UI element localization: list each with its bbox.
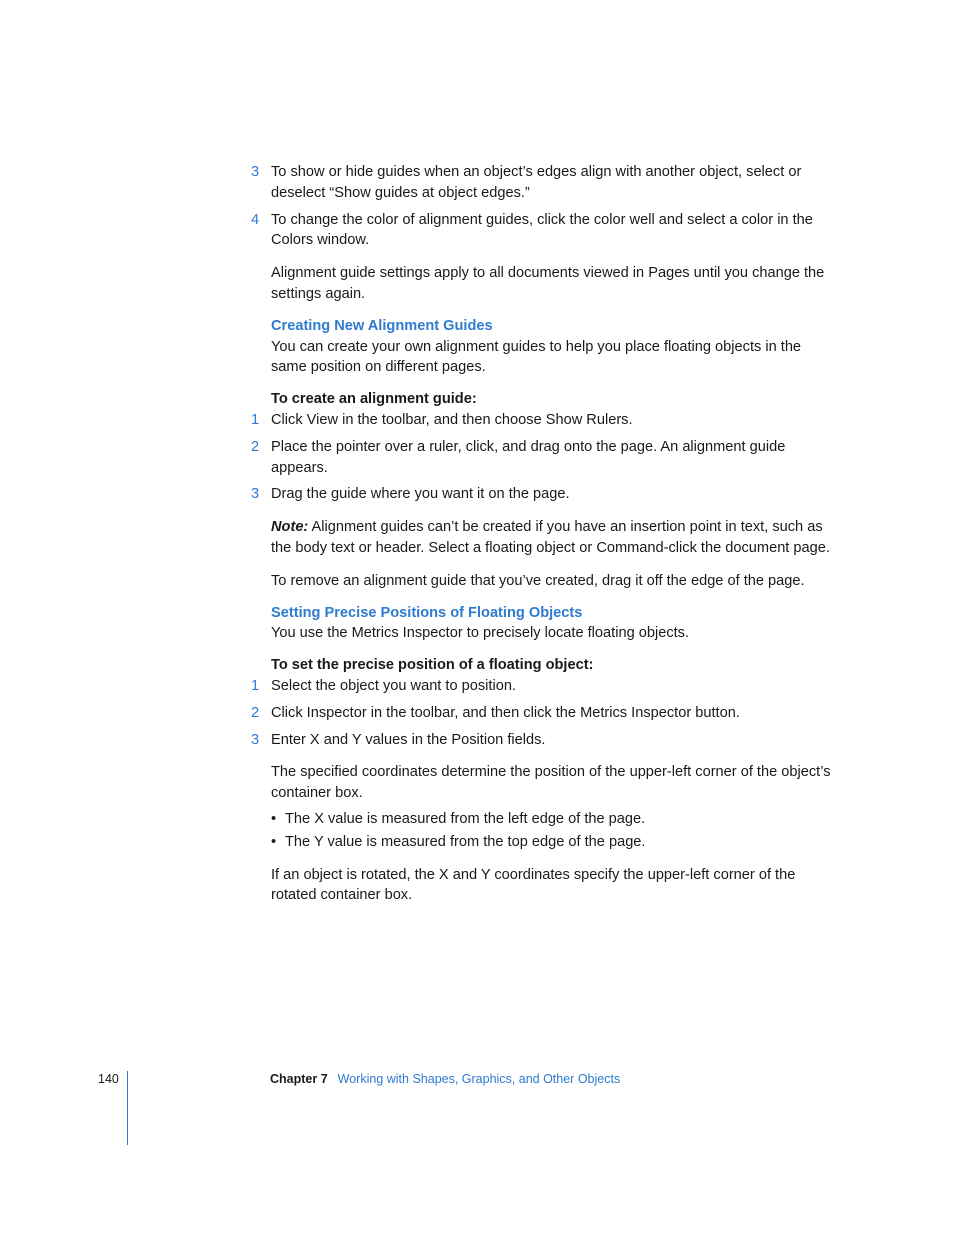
step-text: Drag the guide where you want it on the page. [271,486,570,503]
section-heading-creating-guides: Creating New Alignment Guides [271,317,493,334]
bullet-item [271,832,831,853]
footer-chapter [270,1072,620,1086]
step-number: 3 [251,486,260,503]
bullet-symbol: • [271,810,277,827]
section-heading-precise-positions: Setting Precise Positions of Floating Objects [271,604,583,621]
step-number: 1 [251,411,260,428]
step-number: 4 [251,211,260,228]
step-text: Click Inspector in the toolbar, and then click the Metrics Inspector button. [271,704,740,721]
coordinates-paragraph: The specified coordinates determine the position of the upper-left corner of the object’s container box. [271,764,831,802]
step-item [251,437,831,479]
remove-guide-paragraph: To remove an alignment guide that you’ve created, drag it off the edge of the page. [271,572,805,589]
step-item [251,484,831,505]
note-label: Note: [271,519,309,536]
step-item [251,210,831,252]
step-number: 3 [251,164,260,180]
bullet-text: The Y value is measured from the top edge of the page. [285,833,646,850]
page-body [251,162,831,906]
section-intro: You can create your own alignment guides to help you place floating objects in the same position on different pages. [271,338,802,376]
settings-paragraph: Alignment guide settings apply to all documents viewed in Pages until you change the settings again. [271,265,825,302]
step-item [251,676,831,697]
footer-divider [127,1071,128,1145]
step-number: 3 [251,731,260,748]
step-text: Select the object you want to position. [271,677,517,694]
bullet-item [271,809,831,830]
note-text: Alignment guides can’t be created if you have an insertion point in text, such as the body text or header. Select a floating object or Command-click the document page. [271,519,830,556]
step-number: 2 [251,704,260,721]
step-text: Enter X and Y values in the Position fields. [271,731,546,748]
step-item [251,730,831,751]
step-text: To show or hide guides when an object’s edges align with another object, select or deselect “Show guides at object edges.” [271,164,802,201]
chapter-label: Chapter 7 [270,1072,328,1086]
task-heading: To set the precise position of a floating object: [271,657,594,674]
bullet-symbol: • [271,833,277,850]
bullet-text: The X value is measured from the left edge of the page. [285,810,646,827]
step-number: 2 [251,438,260,455]
step-text: Place the pointer over a ruler, click, and drag onto the page. An alignment guide appears. [271,438,786,476]
section-intro: You use the Metrics Inspector to precisely locate floating objects. [271,625,690,642]
step-item [251,410,831,431]
rotated-paragraph: If an object is rotated, the X and Y coordinates specify the upper-left corner of the rotated container box. [271,866,796,904]
chapter-title-link[interactable]: Working with Shapes, Graphics, and Other Objects [337,1072,621,1086]
step-number: 1 [251,677,260,694]
task-heading: To create an alignment guide: [271,391,477,408]
step-item [251,162,831,204]
step-item [251,703,831,724]
note-paragraph [271,517,831,559]
step-text: To change the color of alignment guides, click the color well and select a color in the Colors window. [271,211,813,249]
page-number: 140 [98,1072,119,1086]
step-text: Click View in the toolbar, and then choose Show Rulers. [271,411,633,428]
